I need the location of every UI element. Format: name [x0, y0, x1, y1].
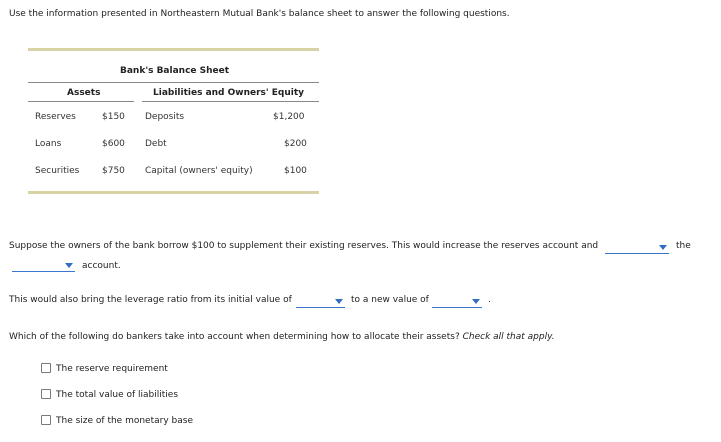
question2-period: . — [488, 295, 491, 305]
table-top-rule — [28, 48, 319, 51]
assets-header: Assets — [67, 88, 101, 98]
option-label: The reserve requirement — [56, 364, 168, 374]
liability-value: $100 — [284, 166, 307, 176]
question2-middle-text: to a new value of — [351, 295, 429, 305]
chevron-down-icon — [65, 263, 73, 268]
question2-text: This would also bring the leverage ratio from its initial value of — [9, 295, 292, 305]
question1-account-text: account. — [82, 261, 121, 271]
question3-prompt: Which of the following do bankers take into account when determining how to allocate their assets? — [9, 332, 460, 342]
question3-instruction: Check all that apply. — [462, 332, 555, 342]
asset-label: Loans — [35, 139, 62, 149]
asset-value: $600 — [102, 139, 125, 149]
liability-label: Debt — [145, 139, 167, 149]
checkbox[interactable] — [41, 389, 51, 399]
liability-value: $1,200 — [273, 112, 305, 122]
intro-text: Use the information presented in Northeastern Mutual Bank's balance sheet to answer the following questions. — [9, 9, 510, 19]
question1-the-text: the — [676, 241, 691, 251]
chevron-down-icon — [472, 299, 480, 304]
title-rule — [28, 82, 319, 83]
asset-value: $150 — [102, 112, 125, 122]
liabilities-header-rule — [142, 101, 319, 102]
checkbox[interactable] — [41, 415, 51, 425]
increase-account-dropdown[interactable] — [605, 242, 669, 254]
table-title: Bank's Balance Sheet — [120, 66, 230, 76]
table-bottom-rule — [28, 191, 319, 194]
new-leverage-dropdown[interactable] — [432, 296, 482, 308]
liability-value: $200 — [284, 139, 307, 149]
asset-label: Reserves — [35, 112, 76, 122]
question1-text: Suppose the owners of the bank borrow $100 to supplement their existing reserves. This would increase the reserves account and — [9, 241, 599, 251]
option-label: The total value of liabilities — [56, 390, 179, 400]
asset-value: $750 — [102, 166, 125, 176]
second-account-dropdown[interactable] — [12, 260, 75, 272]
assets-header-rule — [28, 101, 134, 102]
initial-leverage-dropdown[interactable] — [296, 296, 345, 308]
chevron-down-icon — [335, 299, 343, 304]
option-label: The size of the monetary base — [56, 416, 193, 426]
liabilities-header: Liabilities and Owners' Equity — [153, 88, 305, 98]
chevron-down-icon — [659, 245, 667, 250]
checkbox[interactable] — [41, 363, 51, 373]
question3-text — [9, 332, 555, 342]
liability-label: Deposits — [145, 112, 185, 122]
liability-label: Capital (owners' equity) — [145, 166, 253, 176]
asset-label: Securities — [35, 166, 80, 176]
